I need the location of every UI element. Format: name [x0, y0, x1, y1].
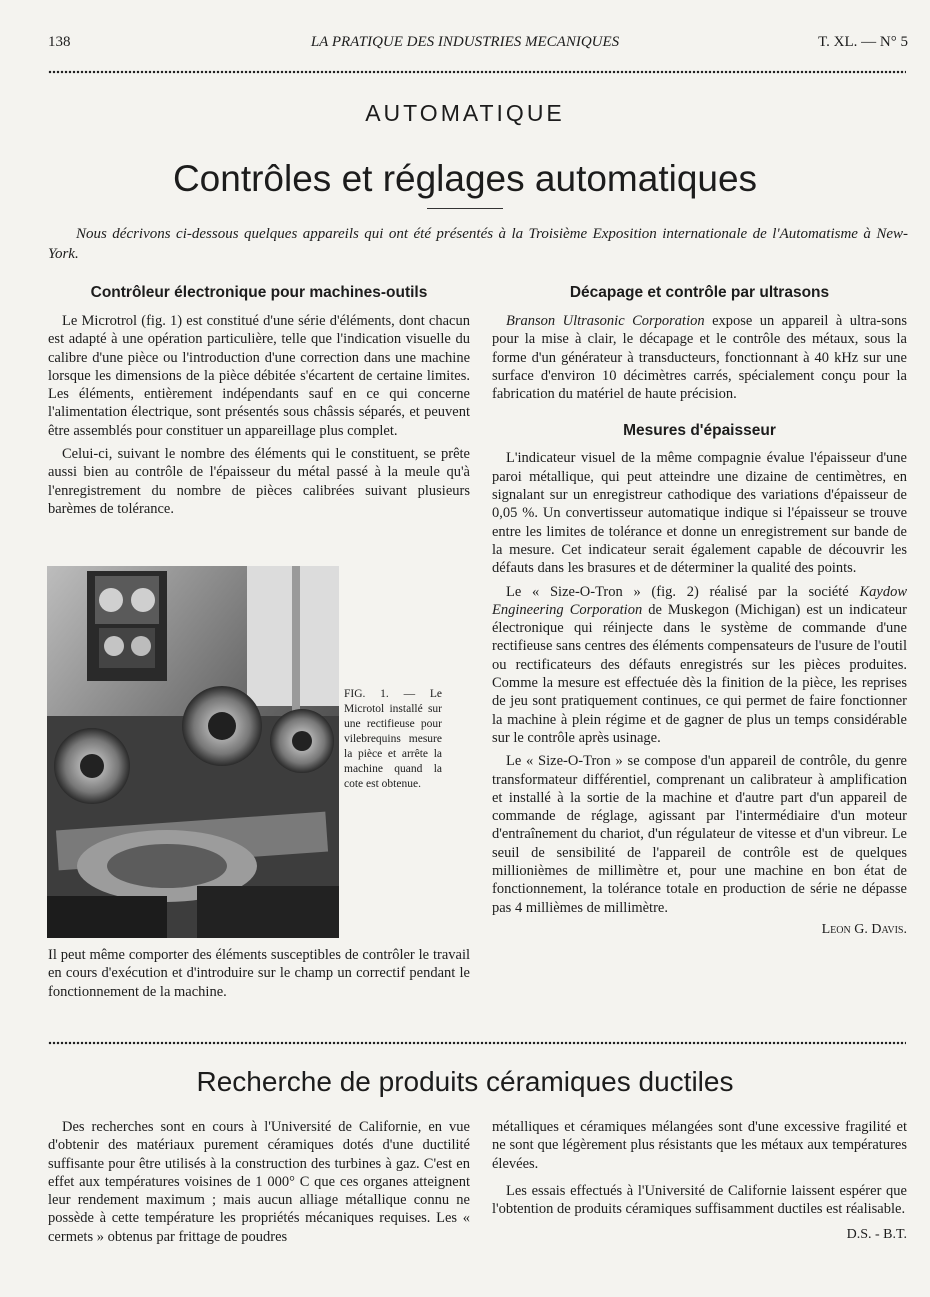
page-number: 138 [48, 34, 71, 50]
section-heading-epaisseur: Mesures d'épaisseur [623, 422, 776, 440]
paragraph: Branson Ultrasonic Corporation expose un appareil à ultra-sons pour la mise à clair, le décapage et le contrôle des métaux, sous la forme d'un générateur à transducteurs, fonctionnant à 40 kHz sur une surface d'environ 10 décimètres carrés, spécialement conçu pour la fabrication du matériel de haute précision. [492, 313, 907, 403]
section-heading-controleur: Contrôleur électronique pour machines-outils [90, 284, 428, 301]
article-title: Contrôles et réglages automatiques [172, 158, 758, 199]
company-name: Branson Ultrasonic Corporation [506, 313, 705, 329]
article-intro: Nous décrivons ci-dessous quelques appareils qui ont été présentés à la Troisième Exposition internationale de l'Automatisme à New-York. [48, 226, 908, 262]
paragraph: Il peut même comporter des éléments susceptibles de contrôler le travail en cours d'exécution et d'introduire sur le champ un correctif pendant le fonctionnement de la machine. [48, 947, 470, 1000]
issue-number: T. XL. — N° 5 [818, 34, 908, 50]
article-separator [48, 1041, 906, 1045]
section-label: AUTOMATIQUE [365, 100, 565, 126]
author-signature: Leon G. Davis. [821, 921, 907, 937]
company-name: Kaydow Engineering Corporation [492, 583, 907, 618]
article-title-ceramiques: Recherche de produits céramiques ductiles [196, 1066, 734, 1097]
paragraph: Le « Size-O-Tron » se compose d'un appareil de contrôle, du genre transformateur différentiel, comprenant un calibrateur à amplification et installé à la sortie de la machine et d'autre part d'un appareil de commande de réglage, agissant par l'intermédiaire d'un moteur d'entraînement du chariot, d'un régulateur de vitesse et d'un vibreur. Le seuil de sensibilité de l'appareil de contrôle est de quelques millionièmes de millimètre et, pour une machine en bon état de fonctionnement, la tolérance totale en production de série ne dépasse pas 4 millièmes de millimètre. [492, 753, 907, 916]
figure-1-caption: FIG. 1. — Le Microtol installé sur une rectifieuse pour vilebrequins mesure la pièce et arrête la machine quand la cote est obtenue. [344, 688, 442, 790]
journal-title: LA PRATIQUE DES INDUSTRIES MECANIQUES [310, 34, 620, 50]
title-rule [427, 208, 503, 209]
machine-photo-illustration [47, 566, 339, 938]
paragraph: L'indicateur visuel de la même compagnie évalue l'épaisseur d'une paroi métallique, qui peut atteindre une dizaine de centimètres, en signalant sur un enregistreur cathodique des variations d'épaisseur de 0,05 %. Un convertisseur automatique indique si l'épaisseur se trouve entre les limites de tolérance et donne un enregistrement sur bande de la mesure. Cet indicateur serait également capable de découvrir les défauts dans les brasures et de déterminer la qualité des points. [492, 450, 907, 577]
section-heading-ultrasons: Décapage et contrôle par ultrasons [569, 284, 830, 301]
author-signature: D.S. - B.T. [846, 1227, 907, 1243]
paragraph: Les essais effectués à l'Université de Californie laissent espérer que l'obtention de produits céramiques suffisamment ductiles est réalisable. [492, 1182, 907, 1218]
header-dotted-rule [48, 70, 906, 74]
article2-left-column [48, 1118, 470, 1251]
right-column [492, 284, 907, 938]
paragraph: Des recherches sont en cours à l'Université de Californie, en vue d'obtenir des matériaux purement céramiques dotés d'une ductilité suffisante pour être utilisés à la construction des turbines à gaz. C'est en effet aux températures voisines de 1 000° C que ces organes atteignent leur rendement maximum ; mais aucun alliage métallique connu ne possède à cette température les propriétés mécaniques requises. Les « cermets » obtenus par frittage de poudres [48, 1119, 470, 1245]
paragraph: Celui-ci, suivant le nombre des éléments qui le constituent, se prête aussi bien au contrôle de l'épaisseur du métal passé à la meule qu'à l'enregistrement du nombre de pièces calibrées suivant plusieurs barèmes de tolérance. [48, 446, 470, 517]
paragraph: métalliques et céramiques mélangées sont d'une excessive fragilité et ne sont que légèrement plus résistants que les métaux aux températures élevées. [492, 1119, 907, 1172]
paragraph: Le Microtrol (fig. 1) est constitué d'une série d'éléments, dont chacun est adapté à une opération particulière, telle que l'indication visuelle du calibre d'une pièce ou l'introduction d'une correction dans une machine lorsque les dimensions de la pièce débitée s'écartent de certaine limites. Les éléments, entièrement indépendants sauf en ce qui concerne l'alimentation électrique, sont présentés sous châssis séparés, et peuvent être assemblés pour constituer un appareillage plus complet. [48, 313, 470, 439]
paragraph: Le « Size-O-Tron » (fig. 2) réalisé par la société Kaydow Engineering Corporation de Muskegon (Michigan) est un indicateur électronique qui réinjecte dans le système de commande d'une rectifieuse sans centres des éléments compensateurs de l'usure de l'outil ou rectificateurs des défauts enregistrés sur les pièces produites. Comme la mesure est effectuée dès la finition de la pièce, les reprises de jeu sont pratiquement continues, ce qui permet de faire fonctionner la machine à plein régime et de gagner de plus un temps considérable sur le contrôle après usinage. [492, 583, 908, 746]
left-column [48, 284, 470, 523]
left-column-bottom [48, 946, 470, 1006]
article2-right-column [492, 1118, 907, 1245]
figure-1-photo [47, 566, 339, 938]
